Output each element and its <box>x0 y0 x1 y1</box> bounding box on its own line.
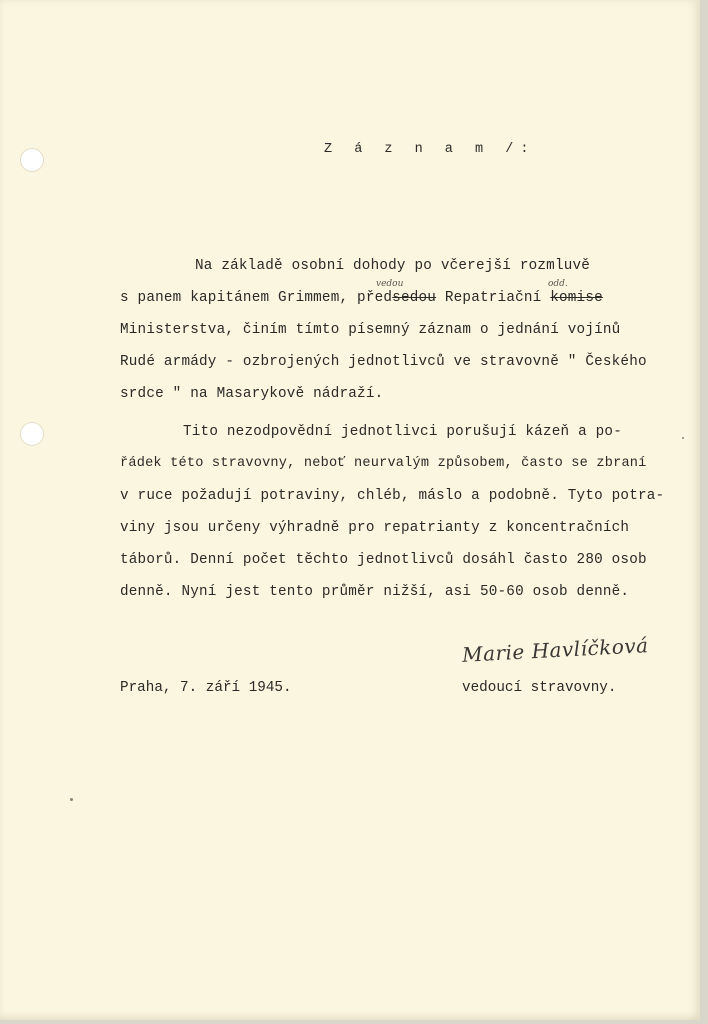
struck-word-komise: komise <box>550 290 603 306</box>
place-date: Praha, 7. září 1945. <box>120 680 292 696</box>
paragraph2-line-2: řádek této stravovny, neboť neurvalým způsobem, často se zbraní <box>120 456 647 471</box>
paragraph2-line-3: v ruce požadují potraviny, chléb, máslo a podobně. Tyto potra- <box>120 488 665 504</box>
paragraph1-line-2 <box>120 290 603 306</box>
line2-middle: Repatriační <box>436 290 551 306</box>
paragraph2-line-5: táborů. Denní počet těchto jednotlivců dosáhl často 280 osob <box>120 552 647 568</box>
struck-word-sedou: sedou <box>392 290 437 306</box>
punch-hole-top <box>20 148 44 172</box>
paragraph1-line-1: Na základě osobní dohody po včerejší rozmluvě <box>195 258 591 274</box>
paper-speck <box>682 437 684 439</box>
paragraph1-line-3: Ministerstva, činím tímto písemný záznam o jednání vojínů <box>120 322 621 338</box>
paragraph1-line-4: Rudé armády - ozbrojených jednotlivců ve stravovně " Českého <box>120 354 647 370</box>
insertion-odd: odd. <box>548 279 568 289</box>
punch-hole-bottom <box>20 422 44 446</box>
paragraph1-line-5: srdce " na Masarykově nádraží. <box>120 386 384 402</box>
paragraph2-line-4: viny jsou určeny výhradně pro repatrianty z koncentračních <box>120 520 630 536</box>
insertion-vedou: vedou <box>376 279 404 289</box>
document-title: Z á z n a m /: <box>324 142 536 157</box>
paragraph2-line-1: Tito nezodpovědní jednotlivci porušují kázeň a po- <box>183 424 622 440</box>
paragraph2-line-6: denně. Nyní jest tento průměr nižší, asi 50-60 osob denně. <box>120 584 630 600</box>
signer-role: vedoucí stravovny. <box>462 680 617 696</box>
line2-before: s panem kapitánem Grimmem, před <box>120 290 393 306</box>
handwritten-signature: Marie Havlíčková <box>461 633 650 667</box>
paper-speck <box>70 798 73 801</box>
